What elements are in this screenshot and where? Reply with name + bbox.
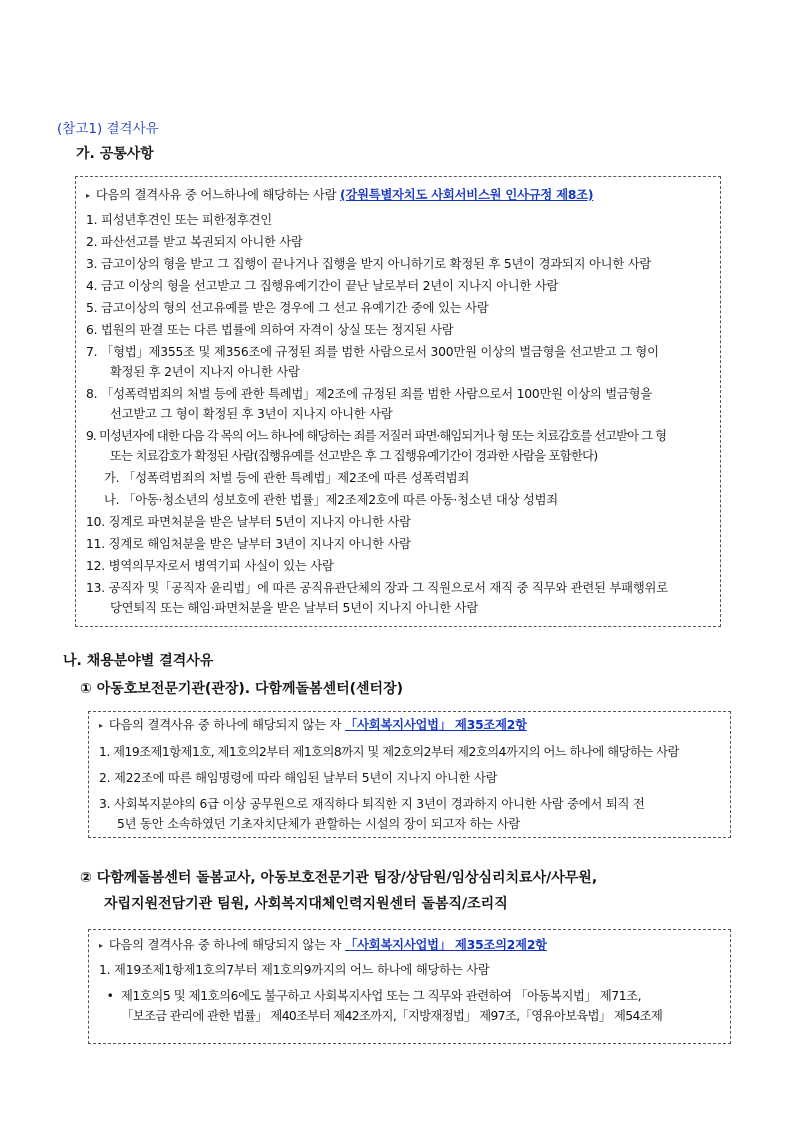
sub2-intro-line: ▸ 다음의 결격사유 중 하나에 해당되지 않는 자 「사회복지사업법」 제35조의2제2항 [99,938,547,952]
item-4: 4. 금고 이상의 형을 선고받고 그 집행유예기간이 끝난 날로부터 2년이 지나지 아니한 사람 [86,279,559,293]
sub1-item-3: 3. 사회복지분야의 6급 이상 공무원으로 재직하다 퇴직한 지 3년이 경과하지 아니한 사람 중에서 퇴직 전 [99,797,645,811]
item-3: 3. 금고이상의 형을 받고 그 집행이 끝나거나 집행을 받지 아니하기로 확정된 후 5년이 경과되지 아니한 사람 [86,257,652,271]
item-7-cont: 확정된 후 2년이 지나지 아니한 사람 [110,365,300,379]
triangle-bullet-icon: ▸ [99,721,103,730]
sub1-intro-line: ▸ 다음의 결격사유 중 하나에 해당되지 않는 자 「사회복지사업법」 제35조제2항 [99,718,527,732]
item-13-cont: 당연퇴직 또는 해임·파면처분을 받은 날부터 5년이 지나지 아니한 사람 [110,601,479,615]
triangle-bullet-icon: ▸ [86,191,90,200]
reference-title: (참고1) 결격사유 [57,121,159,137]
item-9: 9. 미성년자에 대한 다음 각 목의 어느 하나에 해당하는 죄를 저질러 파면·해임되거나 형 또는 치료감호를 선고받아 그 형 [86,429,667,443]
item-9-sub-2: 나. 「아동·청소년의 성보호에 관한 법률」제2조제2호에 따른 아동·청소년 대상 성범죄 [104,493,558,507]
triangle-bullet-icon: ▸ [99,941,103,950]
sub1-item-3-cont: 5년 동안 소속하였던 기초자치단체가 관할하는 시설의 장이 되고자 하는 사람 [117,817,521,831]
item-8-cont: 선고받고 그 형이 확정된 후 3년이 지나지 아니한 사람 [110,407,393,421]
sub1-item-2: 2. 제22조에 따른 해임명령에 따라 해임된 날부터 5년이 지나지 아니한 사람 [99,771,498,785]
section-a-title: 가. 공통사항 [76,146,154,162]
item-2: 2. 파산선고를 받고 복권되지 아니한 사람 [86,235,303,249]
item-8: 8. 「성폭력범죄의 처벌 등에 관한 특례법」제2조에 규정된 죄를 범한 사람으로서 100만원 이상의 벌금형을 [86,387,653,401]
subsection-2-box [88,929,731,1044]
regulation-link[interactable]: (강원특별자치도 사회서비스원 인사규정 제8조) [339,188,594,202]
item-5: 5. 금고이상의 형의 선고유예를 받은 경우에 그 선고 유예기간 중에 있는 사람 [86,301,489,315]
subsection-2-title-line-2: 자립지원전담기관 팀원, 사회복지대체인력지원센터 돌봄직/조리직 [104,896,508,912]
item-13: 13. 공직자 및「공직자 윤리법」에 따른 공직유관단체의 장과 그 직원으로서 재직 중 직무와 관련된 부패행위로 [86,581,668,595]
intro-line: ▸ 다음의 결격사유 중 어느하나에 해당하는 사람 (강원특별자치도 사회서비스원 인사규정 제8조) [86,188,594,202]
item-1: 1. 피성년후견인 또는 피한정후견인 [86,213,272,227]
sub2-bullet-line-2: 「보조금 관리에 관한 법률」 제40조부터 제42조까지,「지방재정법」 제97조,「영유아보육법」 제54조제 [121,1009,663,1023]
item-9-sub-1: 가. 「성폭력범죄의 처벌 등에 관한 특례법」제2조에 따른 성폭력범죄 [104,471,470,485]
item-10: 10. 징계로 파면처분을 받은 날부터 5년이 지나지 아니한 사람 [86,515,411,529]
dot-bullet-icon: • [106,989,114,1003]
item-9-cont: 또는 치료감호가 확정된 사람(집행유예를 선고받은 후 그 집행유예기간이 경과한 사람을 포함한다) [110,449,598,463]
sub1-item-1: 1. 제19조제1항제1호, 제1호의2부터 제1호의8까지 및 제2호의2부터 제2호의4까지의 어느 하나에 해당하는 사람 [99,745,679,759]
item-7: 7. 「형법」제355조 및 제356조에 규정된 죄를 범한 사람으로서 300만원 이상의 벌금형을 선고받고 그 형이 [86,345,659,359]
welfare-act-35-2-2-link[interactable]: 「사회복지사업법」 제35조의2제2항 [345,938,547,952]
sub2-item-1: 1. 제19조제1항제1호의7부터 제1호의9까지의 어느 하나에 해당하는 사람 [99,963,490,977]
item-12: 12. 병역의무자로서 병역기피 사실이 있는 사람 [86,559,334,573]
subsection-1-title: ① 아동호보전문기관(관장). 다함께돌봄센터(센터장) [80,681,403,697]
item-11: 11. 징계로 해임처분을 받은 날부터 3년이 지나지 아니한 사람 [86,537,411,551]
common-disqualification-box [75,176,721,627]
welfare-act-35-2-link[interactable]: 「사회복지사업법」 제35조제2항 [345,718,527,732]
subsection-2-title [80,865,597,917]
item-6: 6. 법원의 판결 또는 다른 법률에 의하여 자격이 상실 또는 정지된 사람 [86,323,454,337]
section-b-title: 나. 채용분야별 결격사유 [63,653,214,669]
subsection-1-box [88,711,731,838]
subsection-2-title-line-1: ② 다함께돌봄센터 돌봄교사, 아동보호전문기관 팀장/상담원/임상심리치료사/사무원, [80,870,598,886]
sub2-bullet-line-1: • 제1호의5 및 제1호의6에도 불구하고 사회복지사업 또는 그 직무와 관련하여 「아동복지법」 제71조, [99,986,720,1006]
